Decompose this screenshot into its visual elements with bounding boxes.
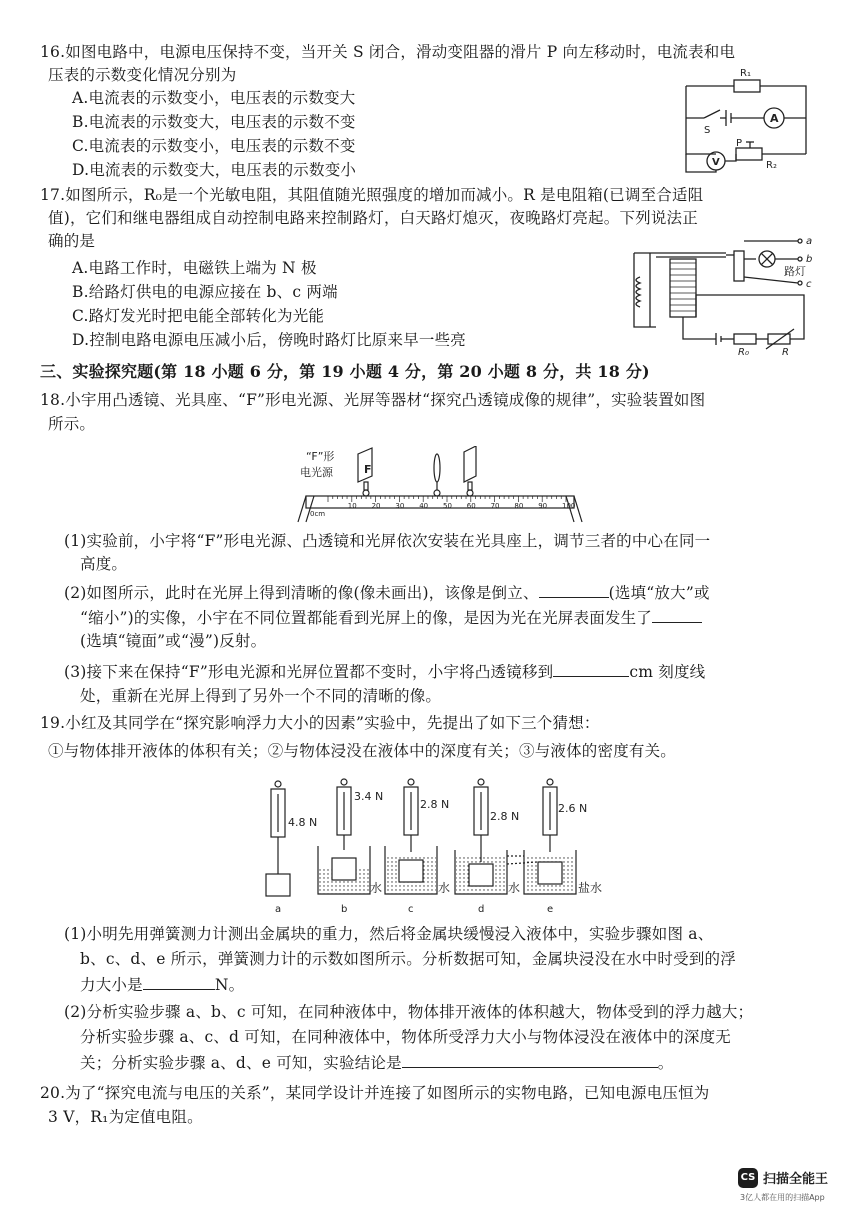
q17-stem-line3: 确的是 bbox=[48, 232, 96, 250]
q17-terminal-c: c bbox=[806, 279, 812, 290]
q18-label-source-line2: 电光源 bbox=[300, 466, 333, 479]
q17-stem-line1: 17.如图所示，R₀是一个光敏电阻，其阻值随光照强度的增加而减小。R 是电阻箱(已调至合适阻 bbox=[40, 186, 704, 204]
q17-stem-line2: 值)，它们和继电器组成自动控制电路来控制路灯，白天路灯熄灭，夜晚路灯亮起。下列说法正 bbox=[48, 209, 698, 227]
q19-reading-a: 4.8 N bbox=[288, 816, 318, 829]
q19-part1-line2: b、c、d、e 所示，弹簧测力计的示数如图所示。分析数据可知，金属块浸没在水中时受到的浮 bbox=[80, 950, 736, 968]
scanner-app-name: 扫描全能王 bbox=[763, 1172, 829, 1187]
q19-part1-line3 bbox=[80, 973, 244, 996]
ruler-tick-label: 60 bbox=[466, 502, 476, 510]
q18-part2-line1-tail: (选填“放大”或 bbox=[608, 584, 710, 602]
q17-terminal-b: b bbox=[806, 254, 813, 265]
q19-step-d: d bbox=[478, 904, 485, 915]
q19-part2-line1: (2)分析实验步骤 a、b、c 可知，在同种液体中，物体排开液体的体积越大，物体受到的浮力越大； bbox=[64, 1003, 754, 1021]
ruler-tick-label: 30 bbox=[395, 502, 405, 510]
q18-part2-line3: (选填“镜面”或“漫”)反射。 bbox=[80, 632, 267, 650]
q16-voltmeter-v: V bbox=[712, 157, 720, 168]
q18-part2-line1-text: (2)如图所示，此时在光屏上得到清晰的像(像未画出)，该像是倒立、 bbox=[64, 584, 539, 602]
q16-label-p: P bbox=[736, 138, 743, 149]
q19-stem-line2: ①与物体排开液体的体积有关；②与物体浸没在液体中的深度有关；③与液体的密度有关。 bbox=[48, 742, 677, 760]
ruler-tick-label: 90 bbox=[538, 502, 548, 510]
q17-option-d: D.控制电路电源电压减小后，傍晚时路灯比原来早一些亮 bbox=[72, 331, 467, 349]
cs-logo-icon: CS bbox=[738, 1168, 758, 1188]
q17-relay-circuit-diagram bbox=[626, 233, 816, 355]
q18-part2-line2 bbox=[80, 606, 702, 629]
q19-liquid-c: 水 bbox=[438, 881, 451, 895]
ruler-tick-label: 20 bbox=[371, 502, 381, 510]
q19-stem-line1: 19.小红及其同学在“探究影响浮力大小的因素”实验中，先提出了如下三个猜想： bbox=[40, 714, 600, 732]
scanner-tagline: 3亿人都在用的扫描App bbox=[740, 1193, 825, 1202]
q19-reading-b: 3.4 N bbox=[354, 790, 384, 803]
q18-stem-line2: 所示。 bbox=[48, 415, 96, 433]
q18-optical-bench-diagram bbox=[296, 446, 586, 528]
q17-label-r0: R₀ bbox=[738, 347, 749, 355]
q18-part1-line1: (1)实验前，小宇将“F”形电光源、凸透镜和光屏依次安装在光具座上，调节三者的中心在同一 bbox=[64, 532, 711, 550]
q18-part2-line1 bbox=[64, 581, 710, 604]
scanner-watermark bbox=[738, 1166, 848, 1206]
q16-stem-line2: 压表的示数变化情况分别为 bbox=[48, 66, 237, 84]
q18-blank-reflection-type[interactable] bbox=[652, 606, 702, 623]
q19-reading-c: 2.8 N bbox=[420, 798, 450, 811]
q16-option-b: B.电流表的示数变大，电压表的示数不变 bbox=[72, 113, 356, 131]
q20-stem-line2: 3 V，R₁为定值电阻。 bbox=[48, 1108, 203, 1126]
section-3-heading: 三、实验探究题(第 18 小题 6 分，第 19 小题 4 分，第 20 小题 8 分，共 18 分) bbox=[40, 362, 650, 381]
q19-part2-line3-text: 关；分析实验步骤 a、d、e 可知，实验结论是 bbox=[80, 1054, 402, 1072]
q19-blank-conclusion[interactable] bbox=[402, 1051, 658, 1068]
q16-label-r2: R₂ bbox=[766, 160, 777, 171]
q18-part3-line2: 处，重新在光屏上得到了另外一个不同的清晰的像。 bbox=[80, 687, 442, 705]
q18-blank-lens-position[interactable] bbox=[553, 660, 629, 677]
ruler-tick-label: 100 bbox=[562, 502, 576, 510]
q16-option-d: D.电流表的示数变大，电压表的示数变小 bbox=[72, 161, 357, 179]
q18-part2-line2-text: “缩小”)的实像，小宇在不同位置都能看到光屏上的像，是因为光在光屏表面发生了 bbox=[80, 609, 652, 627]
q19-buoyancy-experiment-diagram bbox=[258, 776, 608, 918]
ruler-tick-label: 80 bbox=[514, 502, 524, 510]
q16-label-s: S bbox=[704, 125, 711, 136]
q17-option-b: B.给路灯供电的电源应接在 b、c 两端 bbox=[72, 283, 338, 301]
q19-part2-line2: 分析实验步骤 a、c、d 可知，在同种液体中，物体所受浮力大小与物体浸没在液体中的深度无 bbox=[80, 1028, 732, 1046]
q16-option-c: C.电流表的示数变小，电压表的示数不变 bbox=[72, 137, 356, 155]
q19-liquid-d: 水 bbox=[508, 881, 521, 895]
q19-part2-line3-tail: 。 bbox=[657, 1054, 674, 1072]
q19-part1-line1: (1)小明先用弹簧测力计测出金属块的重力，然后将金属块缓慢浸入液体中，实验步骤如图 a、 bbox=[64, 925, 714, 943]
q18-f-letter: F bbox=[364, 463, 372, 476]
q17-label-lamp: 路灯 bbox=[784, 265, 806, 278]
ruler-tick-label: 50 bbox=[443, 502, 452, 510]
q18-blank-image-size[interactable] bbox=[539, 581, 609, 598]
q18-ruler-origin: 0cm bbox=[310, 510, 326, 518]
q19-reading-e: 2.6 N bbox=[558, 802, 588, 815]
ruler-tick-label: 40 bbox=[419, 502, 429, 510]
q17-label-r: R bbox=[782, 347, 789, 355]
q19-step-b: b bbox=[341, 904, 348, 915]
q19-step-a: a bbox=[275, 904, 282, 915]
q18-stem-line1: 18.小宇用凸透镜、光具座、“F”形电光源、光屏等器材“探究凸透镜成像的规律”，实验装置如图 bbox=[40, 391, 706, 409]
q16-ammeter-a: A bbox=[770, 112, 779, 125]
q19-blank-buoyancy[interactable] bbox=[143, 973, 215, 990]
q16-stem-line1: 16.如图电路中，电源电压保持不变，当开关 S 闭合，滑动变阻器的滑片 P 向左移动时，电流表和电 bbox=[40, 43, 736, 61]
q18-part3-line1-tail: cm 刻度线 bbox=[629, 663, 706, 681]
q19-part1-line3-text: 力大小是 bbox=[80, 976, 143, 994]
q18-part3-line1 bbox=[64, 660, 705, 683]
q18-part1-line2: 高度。 bbox=[80, 555, 128, 573]
q19-step-e: e bbox=[547, 904, 554, 915]
q19-step-c: c bbox=[408, 904, 414, 915]
q17-option-a: A.电路工作时，电磁铁上端为 N 极 bbox=[72, 259, 317, 277]
q19-part2-line3 bbox=[80, 1051, 674, 1074]
q16-circuit-diagram bbox=[676, 62, 816, 180]
q20-stem-line1: 20.为了“探究电流与电压的关系”，某同学设计并连接了如图所示的实物电路，已知电源电压恒为 bbox=[40, 1084, 710, 1102]
q17-option-c: C.路灯发光时把电能全部转化为光能 bbox=[72, 307, 325, 325]
q19-part1-line3-tail: N。 bbox=[214, 976, 245, 994]
q16-option-a: A.电流表的示数变小，电压表的示数变大 bbox=[72, 89, 356, 107]
q18-label-source-line1: “F”形 bbox=[306, 450, 335, 463]
q19-liquid-b: 水 bbox=[370, 881, 383, 895]
q18-part3-line1-text: (3)接下来在保持“F”形电光源和光屏位置都不变时，小宇将凸透镜移到 bbox=[64, 663, 554, 681]
q17-terminal-a: a bbox=[806, 236, 813, 247]
ruler-tick-label: 10 bbox=[347, 502, 357, 510]
q16-label-r1: R₁ bbox=[740, 68, 751, 79]
q19-liquid-e: 盐水 bbox=[578, 881, 603, 895]
q19-reading-d: 2.8 N bbox=[490, 810, 520, 823]
ruler-tick-label: 70 bbox=[490, 502, 500, 510]
